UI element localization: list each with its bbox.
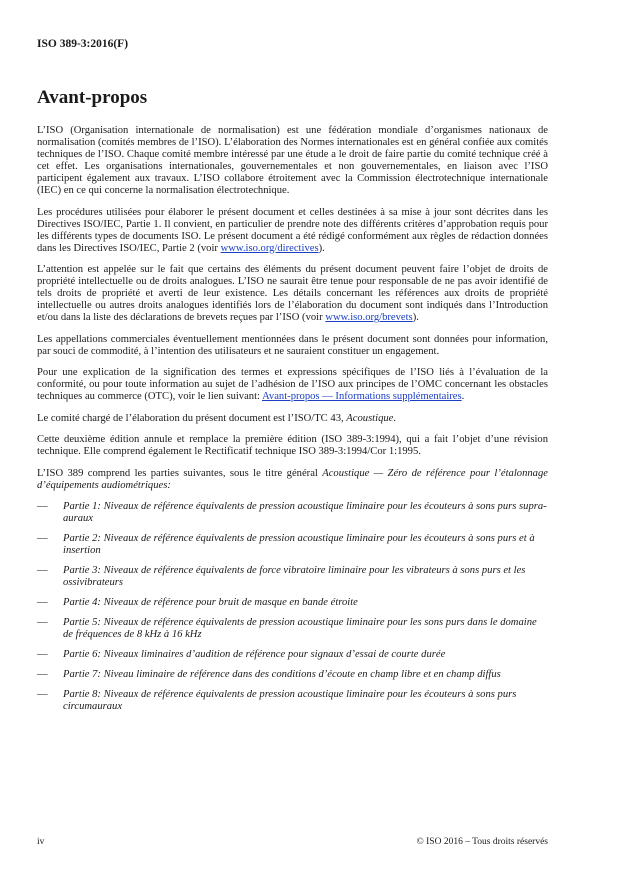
- paragraph-trade-names: Les appellations commerciales éventuellement mentionnées dans le présent document sont données pour information, par souci de commodité, à l’intention des utilisateurs et ne sauraient constituer un engagement.: [37, 333, 548, 357]
- list-item: [37, 669, 548, 681]
- paragraph-patents: [37, 264, 548, 324]
- list-item: [37, 617, 548, 641]
- text: Le comité chargé de l’élaboration du présent document est l’ISO/TC 43,: [37, 412, 347, 424]
- foreword-body: [37, 125, 548, 721]
- list-item-text: Partie 4: Niveaux de référence pour bruit de masque en bande étroite: [63, 597, 358, 608]
- dash-bullet: —: [37, 649, 48, 660]
- text: Pour une explication de la signification des termes et expressions spécifiques de l’ISO liés à l’évaluation de la conformité, ou pour toute information au sujet de l’adhésion de l’ISO aux principes de l’OMC concernant les obstacles techniques au commerce (OTC), voir le lien suivant:: [37, 367, 548, 402]
- list-item-text: Partie 3: Niveaux de référence équivalents de force vibratoire liminaire pour les vibrateurs à sons purs et les ossivibrateurs: [63, 565, 526, 588]
- dash-bullet: —: [37, 669, 48, 680]
- text: .: [393, 412, 397, 424]
- list-item-text: Partie 5: Niveaux de référence équivalents de pression acoustique liminaire pour les sons purs dans le domaine de fréquences de 8 kHz à 16 kHz: [63, 617, 537, 640]
- list-item-text: Partie 7: Niveau liminaire de référence dans des conditions d’écoute en champ libre et en champ diffus: [63, 669, 501, 680]
- document-id-header: ISO 389-3:2016(F): [37, 38, 129, 50]
- text: Les procédures utilisées pour élaborer le présent document et celles destinées à sa mise à jour sont décrites dans les Directives ISO/IEC, Partie 1. Il convient, en particulier de prendre note des différents critères d’approbation requis pour les différents types de documents ISO. Le présent document a été rédigé conformément aux règles de rédaction données dans les Directives ISO/IEC, Partie 2 (voir: [37, 206, 548, 254]
- dash-bullet: —: [37, 565, 48, 576]
- paragraph-committee: [37, 413, 548, 425]
- text-italic: Acoustique: [346, 412, 394, 424]
- copyright-notice: © ISO 2016 – Tous droits réservés: [416, 837, 548, 847]
- text: .: [461, 391, 465, 402]
- list-item: [37, 649, 548, 661]
- dash-bullet: —: [37, 501, 48, 512]
- list-item-text: Partie 1: Niveaux de référence équivalents de pression acoustique liminaire pour les écouteurs à sons purs supra-auraux: [63, 501, 547, 524]
- dash-bullet: —: [37, 533, 48, 544]
- paragraph-iso-intro: L’ISO (Organisation internationale de normalisation) est une fédération mondiale d’organismes nationaux de normalisation (comités membres de l’ISO). L’élaboration des Normes internationales est en général confiée aux comités techniques de l’ISO. Chaque comité membre intéressé par une étude a le droit de faire partie du comité technique créé à cet effet. Les organisations internationales, gouvernementales et non gouvernementales, en liaison avec l’ISO participent également aux travaux. L’ISO collabore étroitement avec la Commission électrotechnique internationale (IEC) en ce qui concerne la normalisation électrotechnique.: [37, 125, 548, 196]
- text: L’attention est appelée sur le fait que certains des éléments du présent document peuvent faire l’objet de droits de propriété intellectuelle ou de droits analogues. L’ISO ne saurait être tenue pour responsable de ne pas avoir identifié de tels droits de propriété et averti de leur existence. Les détails concernant les références aux droits de propriété intellectuelle ou autres droits analogues identifiés lors de l’élaboration du document sont indiqués dans l’Introduction et/ou dans la liste des déclarations de brevets reçues par l’ISO (voir: [37, 264, 548, 323]
- page-title: Avant-propos: [37, 87, 148, 108]
- paragraph-procedures: [37, 207, 548, 255]
- patents-link[interactable]: www.iso.org/brevets: [325, 312, 413, 323]
- paragraph-edition: Cette deuxième édition annule et remplace la première édition (ISO 389-3:1994), qui a fait l’objet d’une révision technique. Elle comprend également le Rectificatif technique ISO 389-3:1994/Cor 1:1995.: [37, 434, 548, 457]
- text: ).: [412, 312, 419, 323]
- supplementary-info-link[interactable]: Avant-propos — Informations supplémentaires: [262, 391, 462, 402]
- list-item-text: Partie 6: Niveaux liminaires d’audition de référence pour signaux d’essai de courte durée: [63, 649, 446, 660]
- text: L’ISO 389 comprend les parties suivantes, sous le titre général: [37, 467, 323, 479]
- text: ).: [318, 242, 325, 254]
- dash-bullet: —: [37, 617, 48, 628]
- dash-bullet: —: [37, 597, 48, 608]
- dash-bullet: —: [37, 689, 48, 700]
- list-item: [37, 501, 548, 525]
- parts-list: [37, 501, 548, 713]
- list-item-text: Partie 8: Niveaux de référence équivalents de pression acoustique liminaire pour les écouteurs à sons purs circumauraux: [63, 689, 517, 712]
- page-number: iv: [37, 837, 45, 847]
- text-italic: Acoustique — Zéro de référence pour l’étalonnage d’équipements audiométriques:: [37, 467, 548, 491]
- directives-link[interactable]: www.iso.org/directives: [220, 242, 319, 254]
- list-item: [37, 533, 548, 557]
- list-item: [37, 565, 548, 589]
- list-item: [37, 689, 548, 713]
- list-item-text: Partie 2: Niveaux de référence équivalents de pression acoustique liminaire pour les écouteurs à sons purs et à insertion: [63, 533, 535, 556]
- paragraph-parts-intro: [37, 468, 548, 492]
- list-item: [37, 597, 548, 609]
- paragraph-conformity: [37, 367, 548, 403]
